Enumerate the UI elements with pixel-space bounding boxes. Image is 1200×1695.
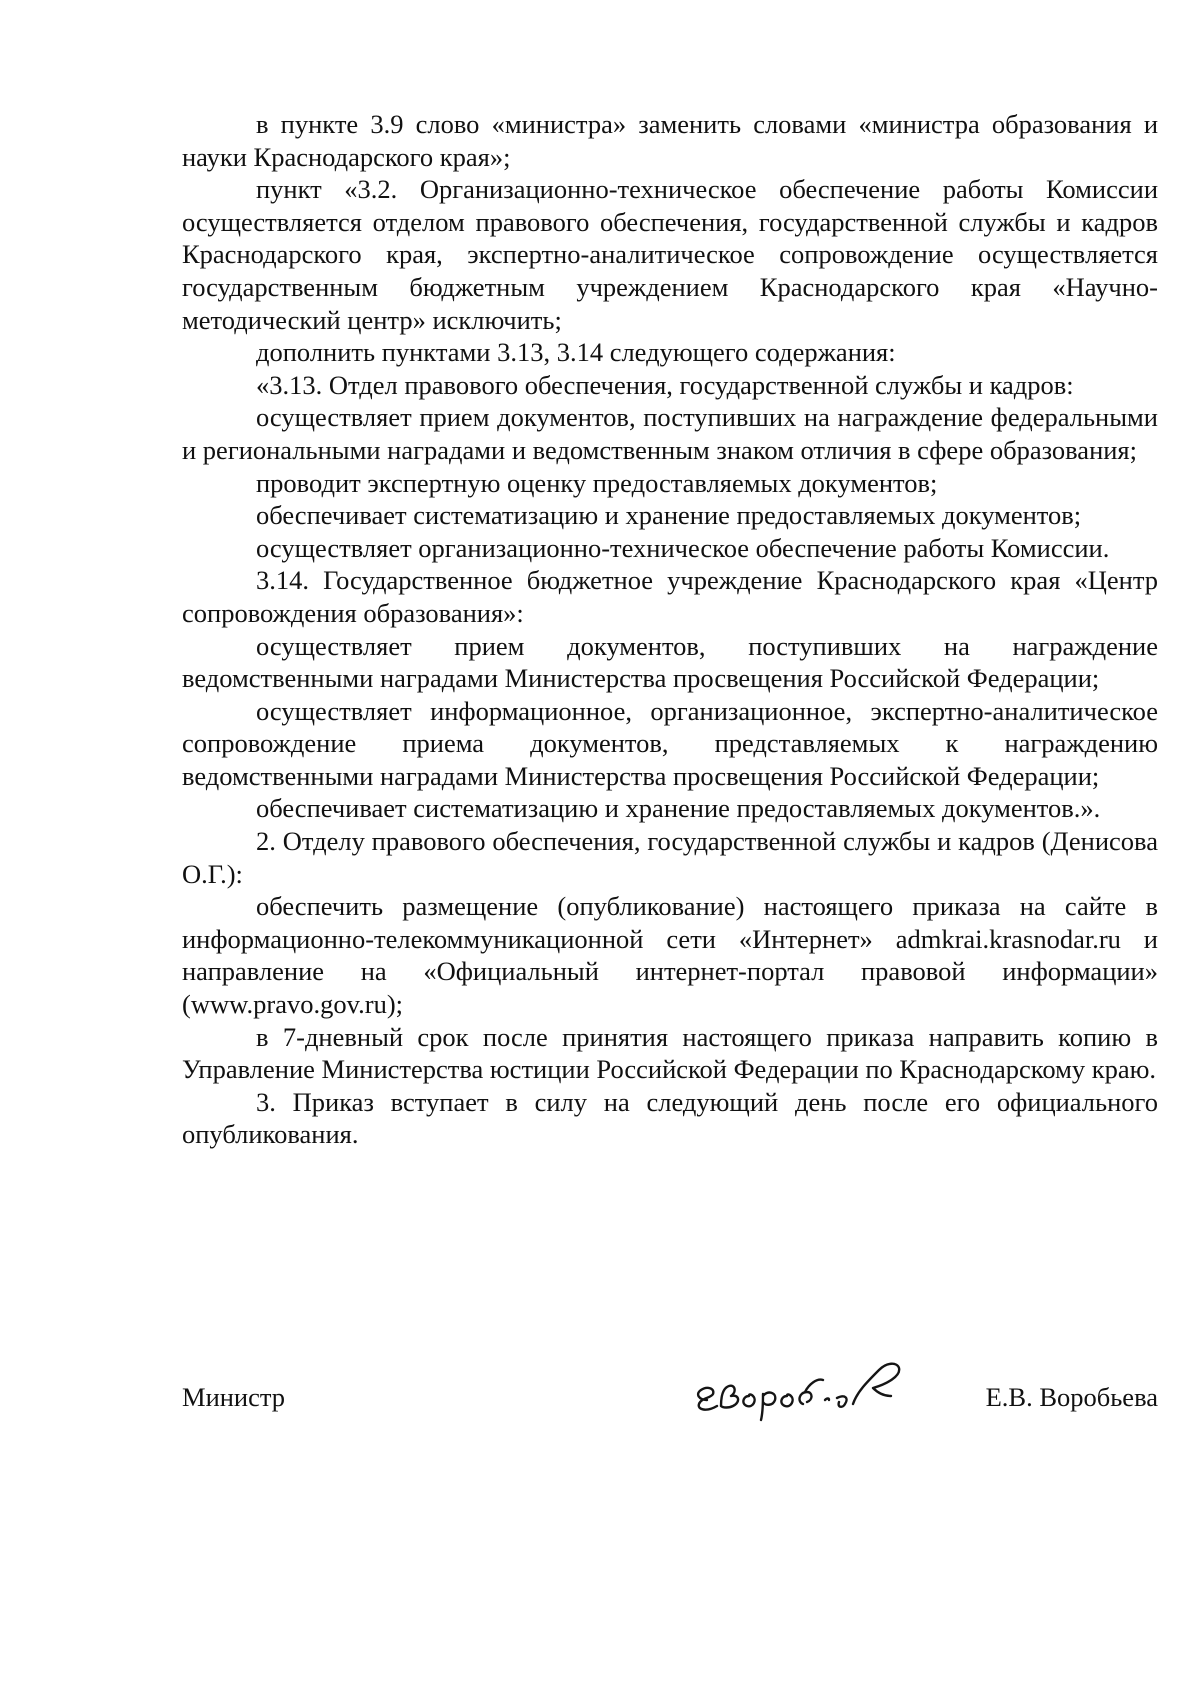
signature-block <box>182 1360 1158 1420</box>
paragraph-item-3-13-duty-2: проводит экспертную оценку предоставляемых документов; <box>256 467 938 498</box>
paragraph-item-3-2-exclusion: пункт «3.2. Организационно-техническое обеспечение работы Комиссии осуществляется отделом правового обеспечения, государственной службы и кадров Краснодарского края, экспертно-аналитическое сопровождение осуществляется государственным бюджетным учреждением Краснодарского края «Научно-методический центр» исключить; <box>182 174 1158 335</box>
paragraph-item-3-13-duty-4: осуществляет организационно-техническое обеспечение работы Комиссии. <box>256 532 1110 563</box>
paragraph-item-3-13-heading: «3.13. Отдел правового обеспечения, государственной службы и кадров: <box>256 369 1074 400</box>
handwritten-signature-image <box>677 1348 927 1428</box>
paragraph-item-3-13-duty-1: осуществляет прием документов, поступивших на награждение федеральными и региональными наградами и ведомственным знаком отличия в сфере образования; <box>182 402 1158 465</box>
paragraph-clause-3: 3. Приказ вступает в силу на следующий день после его официального опубликования. <box>182 1086 1158 1150</box>
paragraph-item-3-13-duty-3: обеспечивает систематизацию и хранение предоставляемых документов; <box>256 500 1082 531</box>
paragraph-item-3-14-duty-2: осуществляет информационное, организационное, экспертно-аналитическое сопровождение приема документов, представляемых к награждению ведомственными наградами Министерства просвещения Российской Федерации; <box>182 695 1158 791</box>
paragraph-item-3-14-heading: 3.14. Государственное бюджетное учреждение Краснодарского края «Центр сопровождения образования»: <box>182 565 1158 628</box>
paragraph-clause-2: 2. Отделу правового обеспечения, государственной службы и кадров (Денисова О.Г.): <box>182 826 1158 889</box>
paragraph-item-3-9-amendment: в пункте 3.9 слово «министра» заменить словами «министра образования и науки Краснодарского края»; <box>182 109 1158 172</box>
paragraph-item-3-14-duty-3: обеспечивает систематизацию и хранение предоставляемых документов.». <box>256 793 1101 824</box>
paragraph-add-items: дополнить пунктами 3.13, 3.14 следующего содержания: <box>256 337 896 368</box>
paragraph-clause-2-publication: обеспечить размещение (опубликование) настоящего приказа на сайте в информационно-телекоммуникационной сети «Интернет» admkrai.krasnodar.ru и направление на «Официальный интернет-портал правовой информации» (www.pravo.gov.ru); <box>182 891 1158 1020</box>
document-body <box>182 108 1158 1151</box>
signatory-name: Е.В. Воробьева <box>985 1382 1158 1412</box>
paragraph-item-3-14-duty-1: осуществляет прием документов, поступивших на награждение ведомственными наградами Министерства просвещения Российской Федерации; <box>182 630 1158 694</box>
signatory-position: Министр <box>182 1382 286 1412</box>
paragraph-clause-2-registration: в 7-дневный срок после принятия настоящего приказа направить копию в Управление Министерства юстиции Российской Федерации по Краснодарскому краю. <box>182 1021 1158 1085</box>
